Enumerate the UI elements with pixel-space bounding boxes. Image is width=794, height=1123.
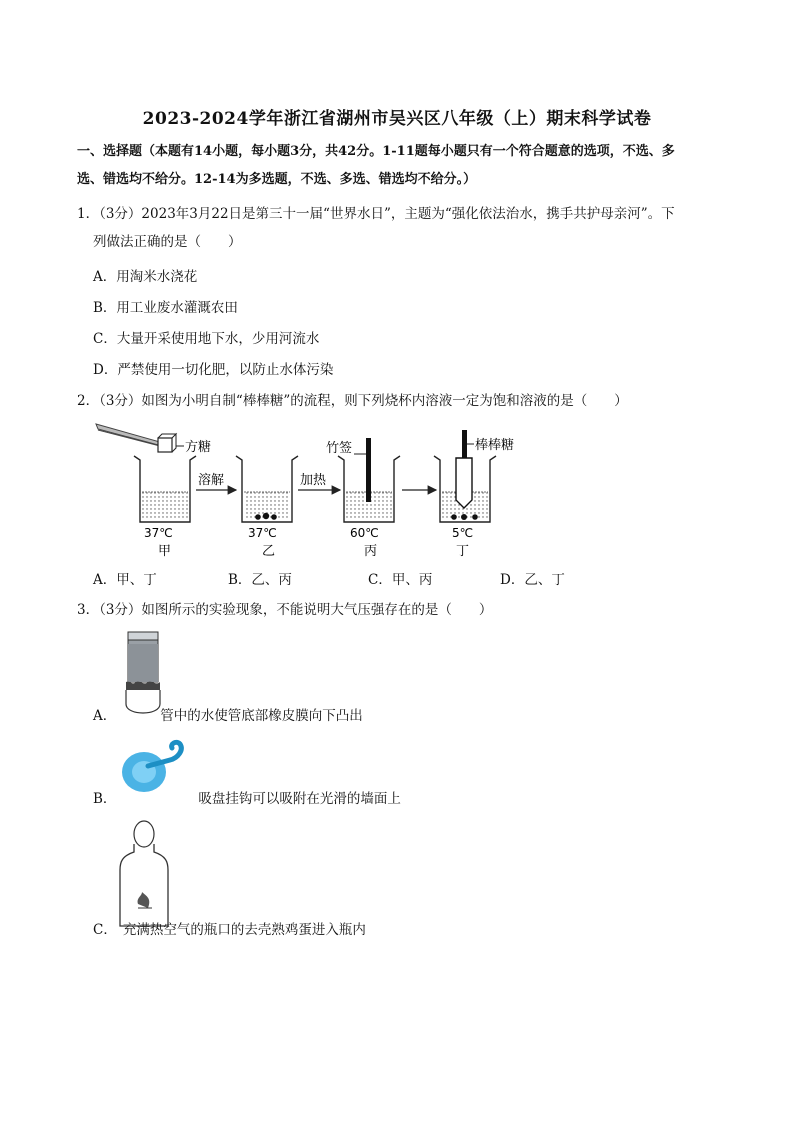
- label-lollipop: 棒棒糖: [475, 438, 515, 453]
- lollipop-icon: [456, 458, 472, 508]
- label-dissolve: 溶解: [198, 473, 225, 488]
- section-header: [77, 138, 727, 194]
- beaker-bing-temp: 60℃: [350, 526, 379, 540]
- beaker-ding-temp: 5℃: [452, 526, 474, 540]
- question-3-option-c-text: 充满热空气的瓶口的去壳熟鸡蛋进入瓶内: [122, 922, 366, 938]
- question-2-option-a[interactable]: A．甲、丁: [93, 572, 157, 588]
- section-header-line2: 选、错选均不给分。12-14为多选题，不选、多选、错选均不给分。）: [77, 172, 477, 187]
- bottle-egg-figure: [118, 818, 170, 930]
- question-2-option-c[interactable]: C．甲、丙: [368, 572, 433, 588]
- label-heat: 加热: [300, 473, 327, 488]
- beaker-ding-name: 丁: [456, 544, 470, 559]
- beaker-yi-temp: 37℃: [248, 526, 277, 540]
- bamboo-stick-icon: [366, 438, 371, 502]
- question-3-option-a[interactable]: [93, 704, 363, 724]
- beaker-jia: [134, 456, 196, 522]
- lollipop-process-figure: [90, 416, 530, 564]
- question-3-option-b[interactable]: [93, 787, 401, 807]
- question-1-option-a[interactable]: A．用淘米水浇花: [93, 269, 198, 285]
- question-1-option-b[interactable]: B．用工业废水灌溉农田: [93, 300, 238, 316]
- question-3-option-a-letter: A．: [93, 708, 117, 724]
- question-2-option-d[interactable]: D．乙、丁: [500, 572, 565, 588]
- beaker-jia-name: 甲: [158, 544, 172, 559]
- question-1-stem-line1: 1．（3分）2023年3月22日是第三十一届“世界水日”，主题为“强化依法治水，携手共护母亲河”。下: [77, 206, 675, 222]
- tongs-icon: [96, 424, 162, 446]
- question-1-option-d[interactable]: D．严禁使用一切化肥，以防止水体污染: [93, 362, 334, 378]
- beaker-jia-temp: 37℃: [144, 526, 173, 540]
- beaker-yi: [236, 456, 298, 522]
- label-sugar: 方糖: [185, 440, 212, 455]
- question-3-option-c[interactable]: [93, 918, 366, 938]
- question-2-stem: 2．（3分）如图为小明自制“棒棒糖”的流程，则下列烧杯内溶液一定为饱和溶液的是（ ）: [77, 393, 628, 409]
- section-header-line1: 一、选择题（本题有14小题，每小题3分，共42分。1-11题每小题只有一个符合题意的选项，不选、多: [77, 144, 675, 159]
- page-title: 2023-2024学年浙江省湖州市吴兴区八年级（上）期末科学试卷: [142, 109, 652, 129]
- question-3-stem: 3．（3分）如图所示的实验现象，不能说明大气压强存在的是（ ）: [77, 602, 493, 618]
- question-2-option-b[interactable]: B．乙、丙: [228, 572, 292, 588]
- question-3-option-a-text: 管中的水使管底部橡皮膜向下凸出: [160, 708, 363, 724]
- flame-icon: [138, 892, 150, 908]
- beaker-bing-name: 丙: [364, 544, 378, 559]
- question-1-option-c[interactable]: C．大量开采使用地下水，少用河流水: [93, 331, 320, 347]
- question-3-option-b-letter: B．: [93, 791, 117, 807]
- label-stick: 竹签: [326, 441, 353, 456]
- question-3-option-b-text: 吸盘挂钩可以吸附在光滑的墙面上: [198, 791, 401, 807]
- question-3-option-c-letter: C．: [93, 922, 117, 938]
- beaker-yi-name: 乙: [262, 544, 276, 559]
- question-1-stem-line2: 列做法正确的是（ ）: [93, 234, 242, 250]
- egg-icon: [134, 821, 154, 847]
- question-1: [77, 200, 727, 386]
- sugar-cube-icon: [158, 438, 172, 452]
